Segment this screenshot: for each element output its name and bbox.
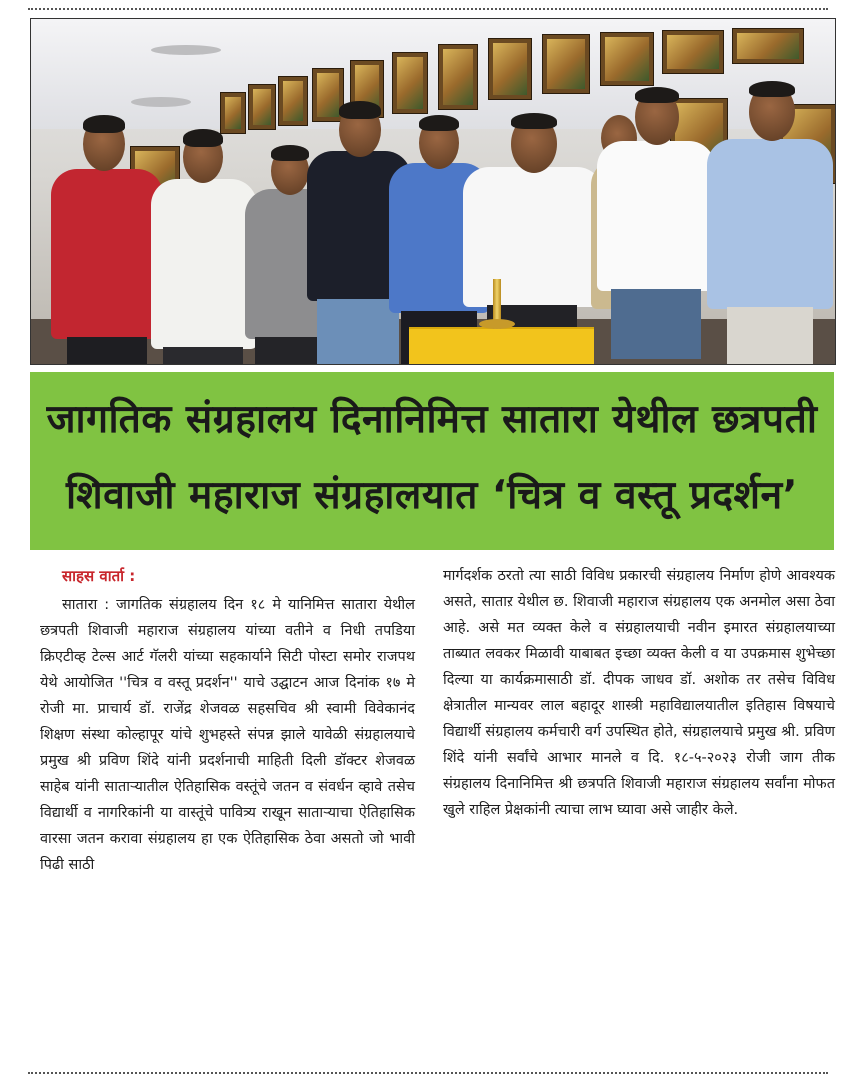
headline-banner — [30, 372, 834, 550]
painting-frame — [601, 33, 653, 85]
article-column-left — [40, 563, 415, 1063]
painting-frame — [663, 31, 723, 73]
top-dotted-rule — [28, 8, 828, 10]
painting-frame — [439, 45, 477, 109]
bottom-dotted-rule — [28, 1072, 828, 1074]
painting-frame — [249, 85, 275, 129]
painting-frame — [543, 35, 589, 93]
headline-line-1: जागतिक संग्रहालय दिनानिमित्त सातारा येथील छत्रपती — [46, 397, 818, 442]
yellow-table — [409, 327, 594, 365]
headline-line-2: शिवाजी महाराज संग्रहालयात ‘चित्र व वस्तू प्रदर्शन’ — [66, 473, 798, 518]
news-photo — [30, 18, 836, 365]
ceiling-fan — [151, 45, 221, 55]
article-column-right — [443, 563, 835, 1063]
byline: साहस वार्ता : — [62, 567, 136, 585]
painting-frame — [733, 29, 803, 63]
article-paragraph: सातारा : जागतिक संग्रहालय दिन १८ मे यानिमित्त सातारा येथील छत्रपती शिवाजी महाराज संग्रहालय यांच्या वतीने व निधी तपडिया क्रिएटीव्ह टेल्स आर्ट गॅलरी यांच्या सहकार्याने सिटी पोस्टा समोर राजपथ येथे आयोजित ''चित्र व वस्तू प्रदर्शन'' याचे उद्घाटन आज दिनांक १७ मे रोजी मा. प्राचार्य डॉ. राजेंद्र शेजवळ सहसचिव श्री स्वामी विवेकानंद शिक्षण संस्था कोल्हापूर यांचे शुभहस्ते संपन्न झाले यावेळी संग्रहालयाचे प्रमुख श्री प्रविण शिंदे यांनी प्रदर्शनाची माहिती दिली डॉक्टर शेजवळ साहेब यांनी साताऱ्यातील ऐतिहासिक वस्तूंचे जतन व संवर्धन व्हावे तसेच विद्यार्थी व नागरिकांनी या वास्तूंचे पावित्र्य राखून साताऱ्याचा ऐतिहासिक वारसा जतन करावा संग्रहालय हा एक ऐतिहासिक ठेवा असतो जो भावी पिढी साठी — [40, 597, 415, 873]
painting-frame — [489, 39, 531, 99]
painting-frame — [279, 77, 307, 125]
painting-frame — [221, 93, 245, 133]
ceiling-fan — [131, 97, 191, 107]
person — [597, 89, 715, 365]
person — [707, 83, 833, 365]
article-paragraph-continued: मार्गदर्शक ठरतो त्या साठी विविध प्रकारची संग्रहालय निर्माण होणे आवश्यक असते, साताऱ येथील छ. शिवाजी महाराज संग्रहालय एक अनमोल असा ठेवा आहे. असे मत व्यक्त केले व संग्रहालयाची नवीन इमारत संग्रहालयाच्या ताब्यात लवकर मिळावी याबाबत इच्छा व्यक्त केली व या उपक्रमास शुभेच्छा दिल्या या कार्यक्रमासाठी डॉ. दीपक जाधव डॉ. अशोक तर तसेच विविध क्षेत्रातील मान्यवर लाल बहादूर शास्त्री महाविद्यालयातील इतिहास विषयाचे विद्यार्थी संग्रहालय कर्मचारी वर्ग उपस्थित होते, संग्रहालयाचे प्रमुख श्री. प्रविण शिंदे यांनी सर्वांचे आभार मानले व दि. १८-५-२०२३ रोजी जाग तीक संग्रहालय दिनानिमित्त श्री छत्रपति शिवाजी महाराज संग्रहालय सर्वांना मोफत खुले राहिल प्रेक्षकांनी त्याचा लाभ घ्यावा असे जाहीर केले. — [443, 568, 835, 818]
lamp-base — [479, 319, 515, 329]
